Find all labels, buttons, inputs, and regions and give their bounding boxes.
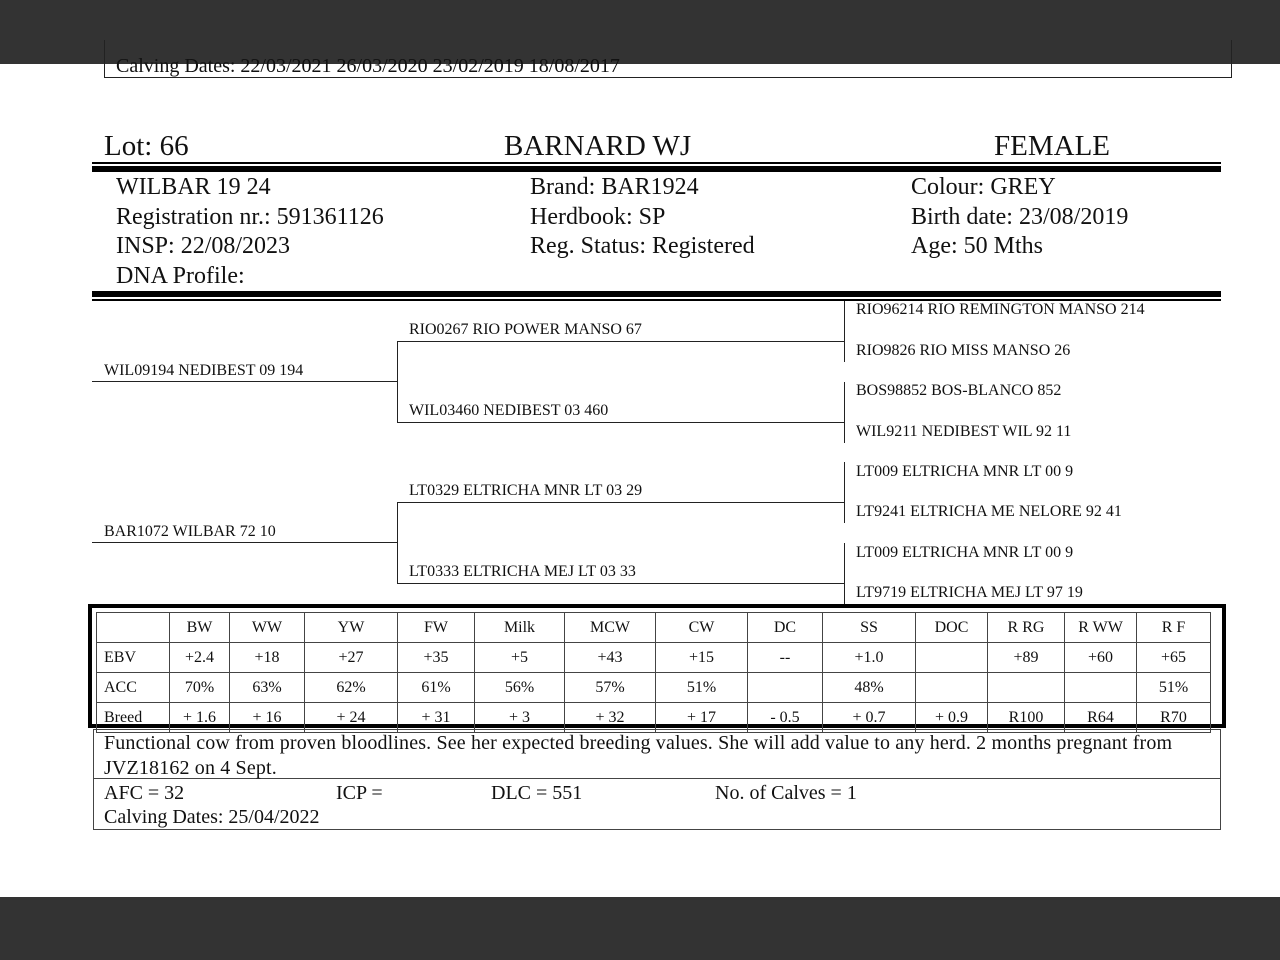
ebv-cell: +2.4 bbox=[170, 643, 230, 673]
viewer-bottom-bar bbox=[0, 897, 1280, 960]
breed-cell: + 3 bbox=[475, 703, 565, 733]
ebv-header-cell: WW bbox=[230, 613, 305, 643]
breed-cell: + 1.6 bbox=[170, 703, 230, 733]
pedigree-line bbox=[844, 301, 845, 362]
pedigree-line bbox=[397, 502, 844, 503]
ebv-row-label: EBV bbox=[97, 643, 170, 673]
pedigree-line bbox=[92, 381, 398, 382]
ebv-cell: +60 bbox=[1065, 643, 1137, 673]
breed-cell: R70 bbox=[1137, 703, 1211, 733]
pedigree-ggp-5: LT009 ELTRICHA MNR LT 00 9 bbox=[856, 463, 1074, 480]
pedigree-line bbox=[844, 543, 845, 604]
comments-text: Functional cow from proven bloodlines. See her expected breeding values. She will add value to any herd. 2 months pregnant from JVZ18162 on 4 Sept. bbox=[104, 732, 1173, 779]
pedigree-ggp-2: RIO9826 RIO MISS MANSO 26 bbox=[856, 342, 1071, 359]
acc-row bbox=[97, 673, 1211, 703]
breed-cell: R64 bbox=[1065, 703, 1137, 733]
ebv-header-cell: R WW bbox=[1065, 613, 1137, 643]
pedigree-ggp-4: WIL9211 NEDIBEST WIL 92 11 bbox=[856, 423, 1072, 440]
pedigree-line bbox=[397, 583, 844, 584]
pedigree-line bbox=[92, 542, 398, 543]
ebv-cell: +89 bbox=[988, 643, 1065, 673]
pedigree-ggp-1: RIO96214 RIO REMINGTON MANSO 214 bbox=[856, 301, 1145, 318]
header-rule-thick bbox=[92, 166, 1221, 172]
lot-number: Lot: 66 bbox=[104, 130, 189, 162]
ebv-header-cell bbox=[97, 613, 170, 643]
age: Age: 50 Mths bbox=[911, 233, 1043, 259]
pedigree-ggp-7: LT009 ELTRICHA MNR LT 00 9 bbox=[856, 544, 1074, 561]
acc-cell bbox=[1065, 673, 1137, 703]
breed-cell: + 17 bbox=[656, 703, 748, 733]
ebv-header-cell: FW bbox=[398, 613, 475, 643]
pedigree-line bbox=[397, 502, 398, 584]
ebv-cell bbox=[916, 643, 988, 673]
birth-date: Birth date: 23/08/2019 bbox=[911, 204, 1129, 230]
ebv-header-cell: DC bbox=[748, 613, 823, 643]
breed-cell: + 24 bbox=[305, 703, 398, 733]
ebv-cell: +15 bbox=[656, 643, 748, 673]
acc-cell: 57% bbox=[565, 673, 656, 703]
breed-cell: + 16 bbox=[230, 703, 305, 733]
owner-name: BARNARD WJ bbox=[504, 130, 692, 162]
ebv-header-row bbox=[97, 613, 1211, 643]
breed-cell: + 31 bbox=[398, 703, 475, 733]
ebv-table bbox=[96, 612, 1211, 733]
inspection-date: INSP: 22/08/2023 bbox=[116, 233, 291, 259]
acc-cell bbox=[916, 673, 988, 703]
acc-cell: 62% bbox=[305, 673, 398, 703]
acc-cell: 48% bbox=[823, 673, 916, 703]
pedigree-ggp-3: BOS98852 BOS-BLANCO 852 bbox=[856, 382, 1062, 399]
pedigree-sire: WIL09194 NEDIBEST 09 194 bbox=[104, 362, 304, 379]
breed-row bbox=[97, 703, 1211, 733]
breed-cell: + 0.7 bbox=[823, 703, 916, 733]
ebv-cell: +18 bbox=[230, 643, 305, 673]
pedigree-sire-sire: RIO0267 RIO POWER MANSO 67 bbox=[409, 321, 642, 338]
animal-sex: FEMALE bbox=[994, 130, 1110, 162]
ebv-cell: +35 bbox=[398, 643, 475, 673]
acc-cell: 61% bbox=[398, 673, 475, 703]
pedigree-line bbox=[397, 341, 398, 423]
acc-cell: 51% bbox=[656, 673, 748, 703]
registration-number: Registration nr.: 591361126 bbox=[116, 204, 384, 230]
registration-status: Reg. Status: Registered bbox=[530, 233, 755, 259]
pedigree-dam-dam: LT0333 ELTRICHA MEJ LT 03 33 bbox=[409, 563, 636, 580]
ebv-cell: -- bbox=[748, 643, 823, 673]
ebv-cell: +1.0 bbox=[823, 643, 916, 673]
breed-cell: + 32 bbox=[565, 703, 656, 733]
ebv-cell: +27 bbox=[305, 643, 398, 673]
ebv-header-cell: YW bbox=[305, 613, 398, 643]
pedigree-line bbox=[397, 341, 844, 342]
acc-cell: 63% bbox=[230, 673, 305, 703]
pedigree-dam: BAR1072 WILBAR 72 10 bbox=[104, 523, 276, 540]
dna-profile: DNA Profile: bbox=[116, 263, 245, 289]
dlc-value: DLC = 551 bbox=[491, 782, 583, 804]
acc-cell bbox=[748, 673, 823, 703]
pedigree-line bbox=[844, 382, 845, 443]
ebv-header-cell: Milk bbox=[475, 613, 565, 643]
colour: Colour: GREY bbox=[911, 174, 1056, 200]
ebv-header-cell: DOC bbox=[916, 613, 988, 643]
acc-cell: 70% bbox=[170, 673, 230, 703]
breed-row-label: Breed bbox=[97, 703, 170, 733]
breed-cell: - 0.5 bbox=[748, 703, 823, 733]
pedigree-dam-sire: LT0329 ELTRICHA MNR LT 03 29 bbox=[409, 482, 643, 499]
pedigree-line bbox=[397, 422, 844, 423]
animal-name: WILBAR 19 24 bbox=[116, 174, 271, 200]
ebv-header-cell: SS bbox=[823, 613, 916, 643]
ebv-header-cell: R RG bbox=[988, 613, 1065, 643]
ebv-cell: +65 bbox=[1137, 643, 1211, 673]
acc-row-label: ACC bbox=[97, 673, 170, 703]
pedigree-ggp-8: LT9719 ELTRICHA MEJ LT 97 19 bbox=[856, 584, 1083, 601]
icp-value: ICP = bbox=[336, 782, 383, 804]
pedigree-ggp-6: LT9241 ELTRICHA ME NELORE 92 41 bbox=[856, 503, 1122, 520]
breed-cell: R100 bbox=[988, 703, 1065, 733]
ebv-row bbox=[97, 643, 1211, 673]
acc-cell bbox=[988, 673, 1065, 703]
pedigree-sire-dam: WIL03460 NEDIBEST 03 460 bbox=[409, 402, 609, 419]
ebv-header-cell: BW bbox=[170, 613, 230, 643]
previous-calving-dates: Calving Dates: 22/03/2021 26/03/2020 23/02/2019 18/08/2017 bbox=[116, 55, 620, 77]
ebv-cell: +43 bbox=[565, 643, 656, 673]
calving-dates: Calving Dates: 25/04/2022 bbox=[104, 806, 320, 828]
pedigree-line bbox=[844, 462, 845, 523]
acc-cell: 56% bbox=[475, 673, 565, 703]
header-rule-thin bbox=[92, 162, 1221, 164]
breed-cell: + 0.9 bbox=[916, 703, 988, 733]
ebv-header-cell: MCW bbox=[565, 613, 656, 643]
number-of-calves: No. of Calves = 1 bbox=[715, 782, 857, 804]
herdbook: Herdbook: SP bbox=[530, 204, 666, 230]
ebv-cell: +5 bbox=[475, 643, 565, 673]
ebv-header-cell: CW bbox=[656, 613, 748, 643]
info-rule-thick bbox=[92, 291, 1221, 297]
ebv-header-cell: R F bbox=[1137, 613, 1211, 643]
acc-cell: 51% bbox=[1137, 673, 1211, 703]
brand: Brand: BAR1924 bbox=[530, 174, 699, 200]
afc-value: AFC = 32 bbox=[104, 782, 185, 804]
